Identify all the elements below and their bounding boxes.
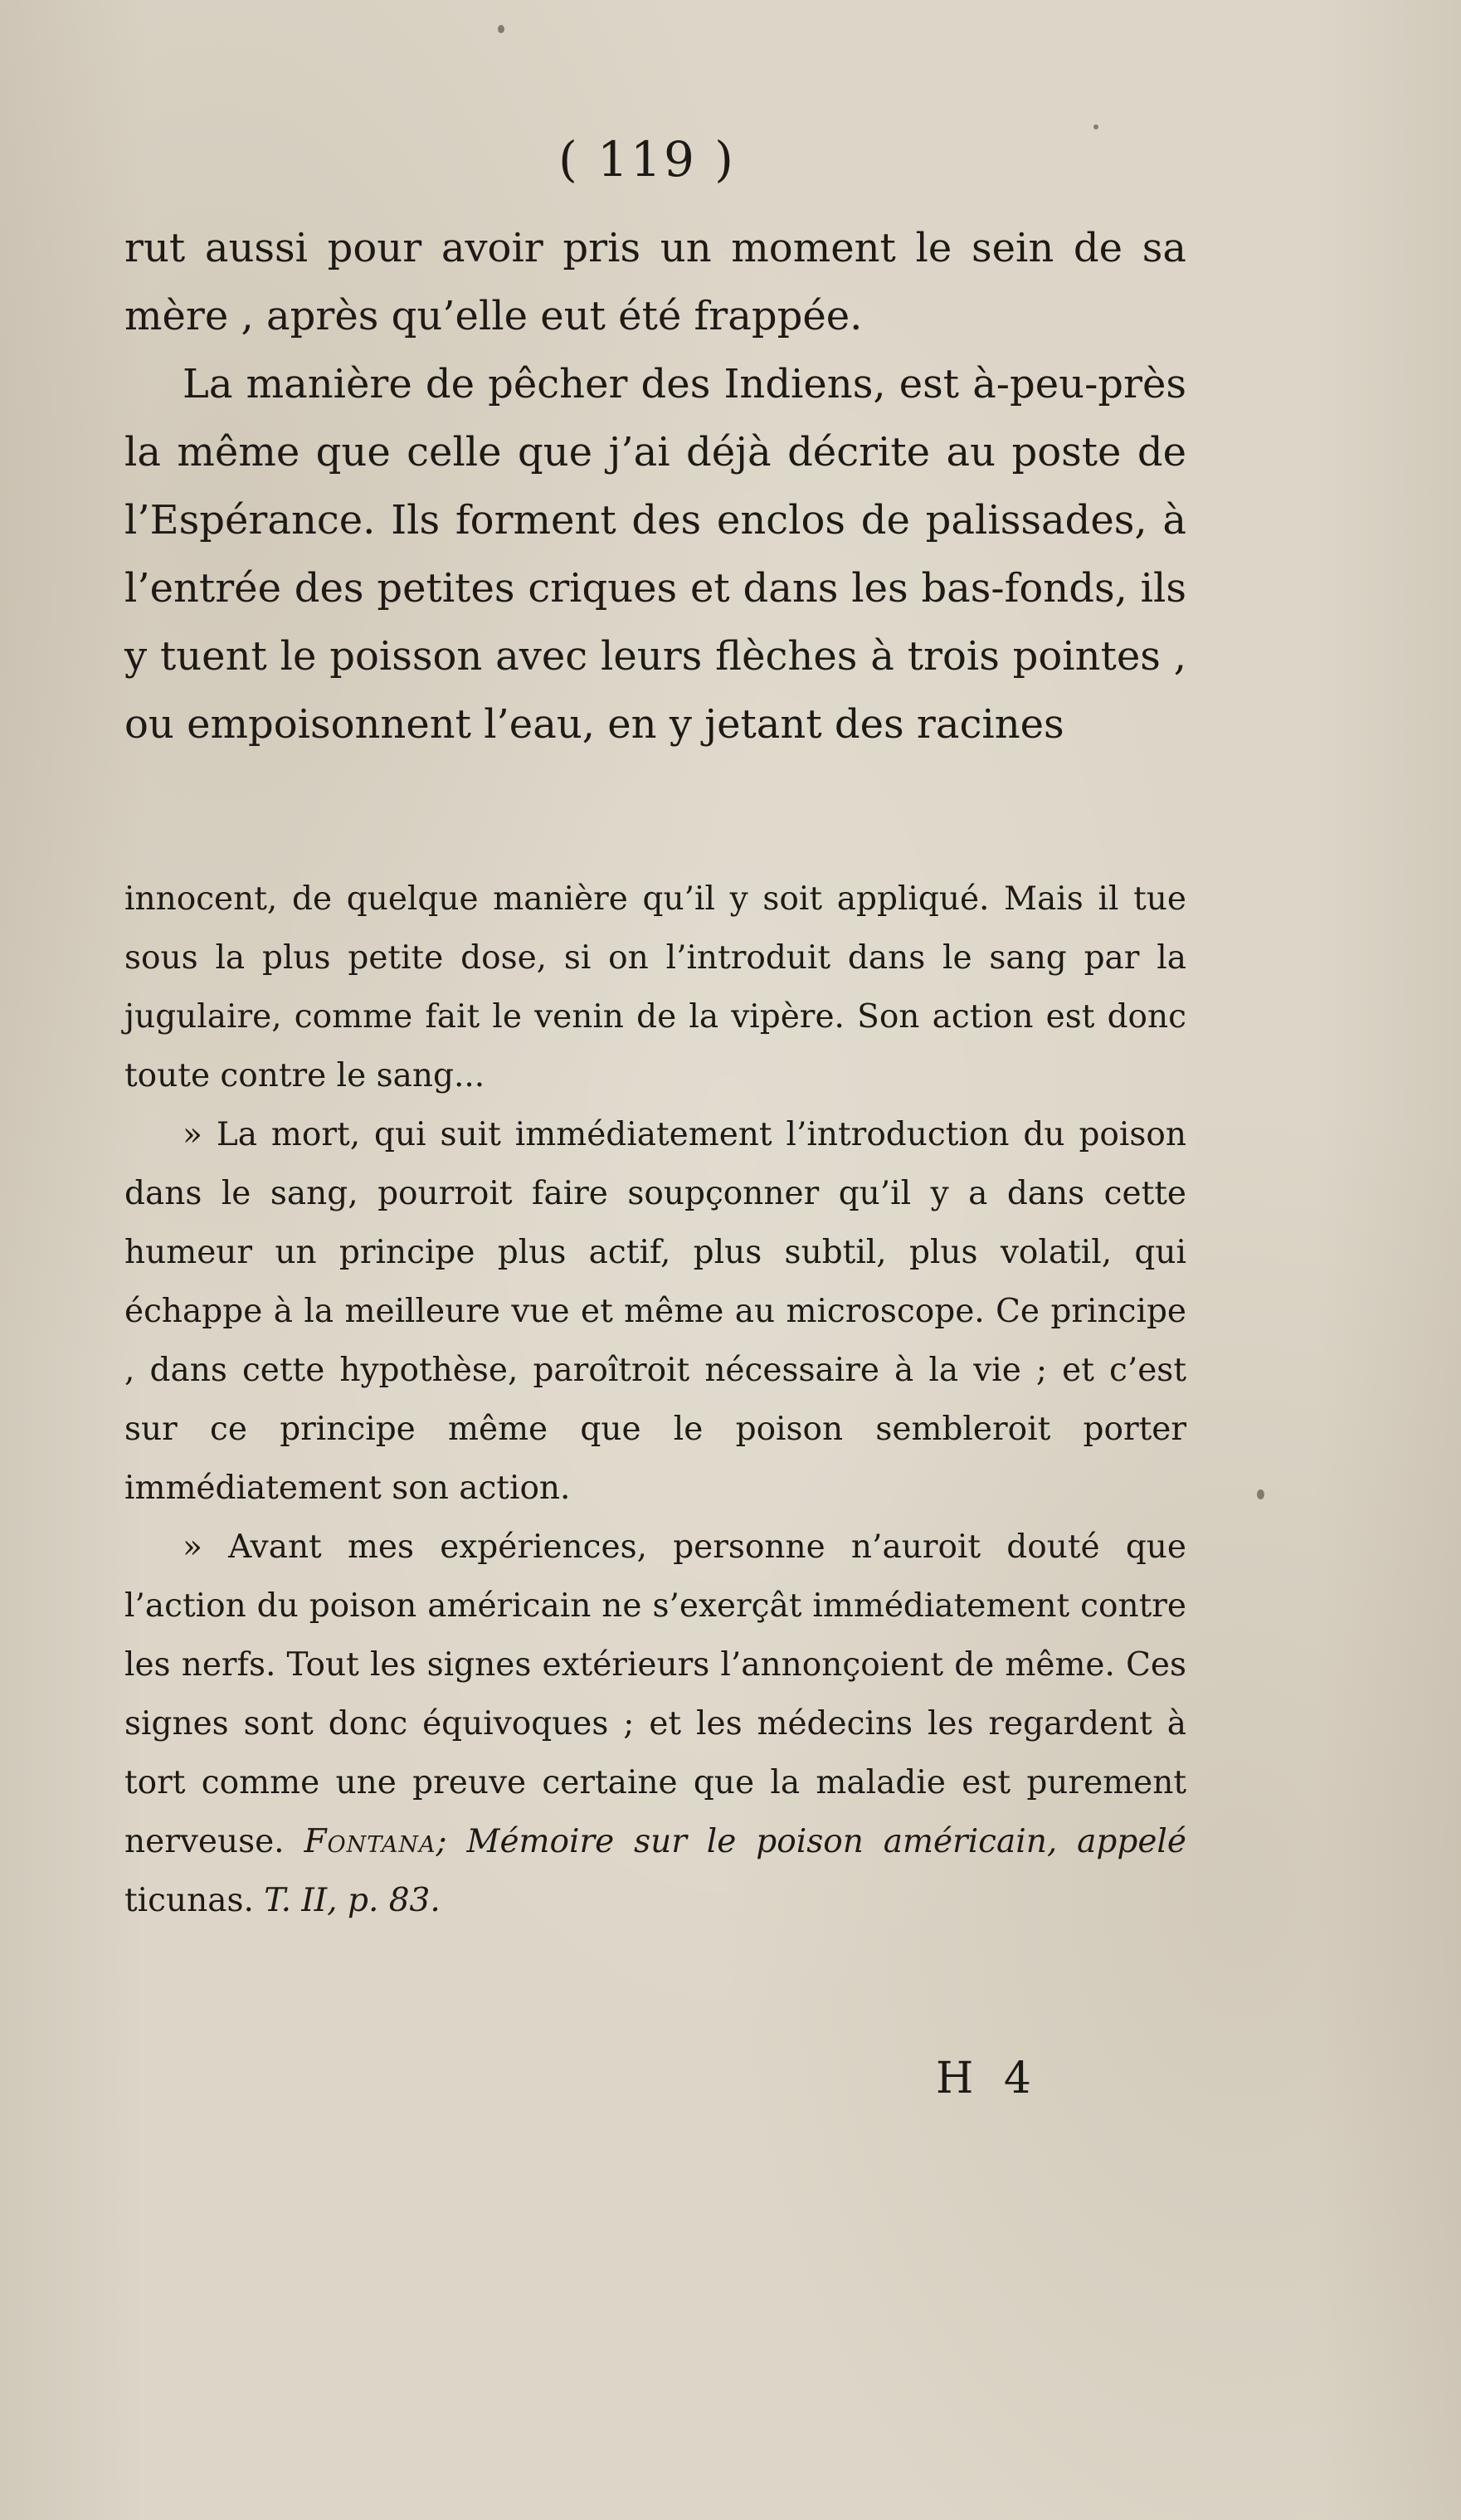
paper-speck — [498, 25, 504, 33]
footnote-work-title: ; Mémoire sur le poison américain, appelé — [436, 1823, 1186, 1860]
page-number: ( 119 ) — [558, 131, 736, 188]
footnote-paragraph-3-text: » Avant mes expériences, personne n’auroit douté que l’action du poison américain ne s’exerçât immédiatement contre les nerfs. Tout les signes extérieurs l’annonçoient de même. Ces signes sont donc équivoques ; et les médecins les regardent à tort comme une preuve certaine que la maladie est purement nerveuse. — [124, 1528, 1186, 1860]
paper-speck — [1257, 1489, 1264, 1499]
footnote-author: Fontana — [304, 1823, 436, 1860]
main-text — [124, 214, 1186, 758]
footnote-paragraph-2: » La mort, qui suit immédiatement l’introduction du poison dans le sang, pourroit faire soupçonner qu’il y a dans cette humeur un principe plus actif, plus subtil, plus volatil, qui échappe à la meilleure vue et même au microscope. Ce principe , dans cette hypothèse, paroîtroit nécessaire à la vie ; et c’est sur ce principe même que le poison sembleroit porter immédiatement son action. — [124, 1116, 1186, 1507]
footnote-text — [124, 870, 1186, 1930]
paper-speck — [1093, 124, 1098, 129]
main-paragraph-fishing: La manière de pêcher des Indiens, est à-peu-près la même que celle que j’ai déjà décrite au poste de l’Espérance. Ils forment des enclos de palissades, à l’entrée des petites criques et dans les bas-fonds, ils y tuent le poisson avec leurs flèches à trois pointes , ou empoisonnent l’eau, en y jetant des racines — [124, 361, 1186, 748]
signature-mark: H 4 — [936, 2054, 1040, 2103]
footnote-reference: T. II, p. 83. — [264, 1882, 441, 1919]
main-paragraph-continued: rut aussi pour avoir pris un moment le sein de sa mère , après qu’elle eut été frappée. — [124, 225, 1186, 339]
footnote-paragraph-3 — [124, 1518, 1186, 1930]
footnote-paragraph-1: innocent, de quelque manière qu’il y soit appliqué. Mais il tue sous la plus petite dose, si on l’introduit dans le sang par la jugulaire, comme fait le venin de la vipère. Son action est donc toute contre le sang... — [124, 880, 1186, 1094]
footnote-term: ticunas. — [124, 1882, 254, 1919]
